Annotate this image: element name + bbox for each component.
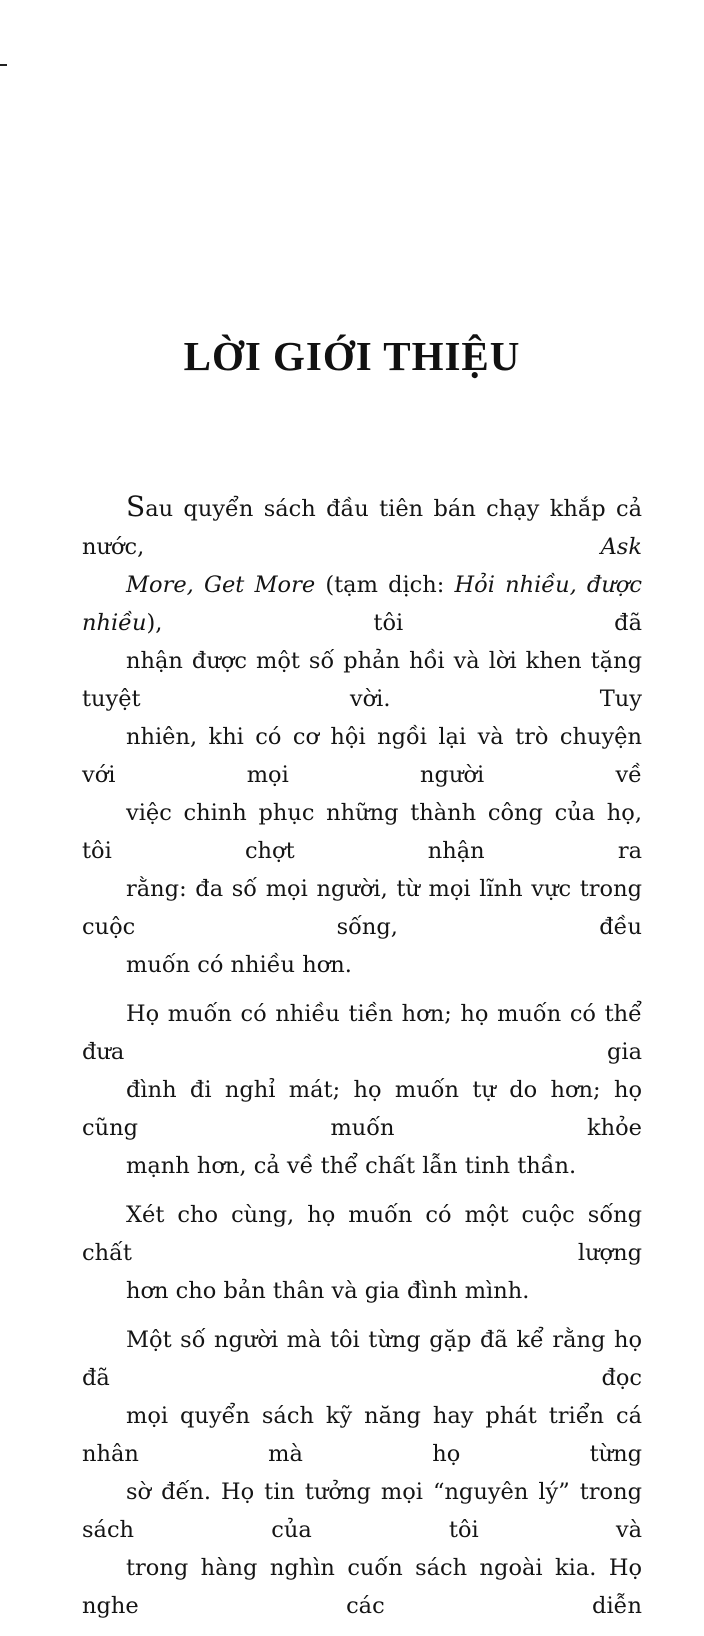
text-line: sờ đến. Họ tin tưởng mọi “nguyên lý” trong sách của tôi và (82, 1479, 642, 1543)
text-line: nhiên, khi có cơ hội ngồi lại và trò chuyện với mọi người về (82, 724, 642, 788)
chapter-title: LỜI GIỚI THIỆU (183, 333, 521, 380)
paragraph (82, 1321, 642, 1625)
text-line: Họ muốn có nhiều tiền hơn; họ muốn có thể đưa gia (82, 1001, 642, 1065)
paragraph (82, 1196, 642, 1310)
book-title-italic: More, Get More (126, 572, 316, 598)
book-title-italic: Ask (600, 534, 642, 560)
text-line: Một số người mà tôi từng gặp đã kể rằng họ đã đọc (82, 1327, 642, 1391)
text-line: nhận được một số phản hồi và lời khen tặng tuyệt vời. Tuy (82, 648, 642, 712)
text-line: rằng: đa số mọi người, từ mọi lĩnh vực trong cuộc sống, đều (82, 876, 642, 940)
scan-edge-mark (0, 64, 7, 66)
text-line: Sau quyển sách đầu tiên bán chạy khắp cả nước, Ask (82, 490, 642, 560)
paragraph (82, 488, 642, 984)
text-line: mạnh hơn, cả về thể chất lẫn tinh thần. (126, 1153, 577, 1179)
text-line: hơn cho bản thân và gia đình mình. (126, 1278, 530, 1304)
initial-letter: S (126, 490, 146, 523)
text-line: việc chinh phục những thành công của họ, tôi chợt nhận ra (82, 800, 642, 864)
text-line: trong hàng nghìn cuốn sách ngoài kia. Họ nghe các diễn (82, 1555, 642, 1619)
body-text (82, 488, 642, 1636)
text-line: More, Get More (tạm dịch: Hỏi nhiều, được nhiều), tôi đã (82, 572, 642, 636)
text-line: muốn có nhiều hơn. (126, 952, 352, 978)
translated-title-italic: Hỏi nhiều, được nhiều (82, 572, 642, 636)
paragraph (82, 995, 642, 1185)
text-line: mọi quyển sách kỹ năng hay phát triển cá nhân mà họ từng (82, 1403, 642, 1467)
text-line: Xét cho cùng, họ muốn có một cuộc sống chất lượng (82, 1202, 642, 1266)
text-line: đình đi nghỉ mát; họ muốn tự do hơn; họ cũng muốn khỏe (82, 1077, 642, 1141)
